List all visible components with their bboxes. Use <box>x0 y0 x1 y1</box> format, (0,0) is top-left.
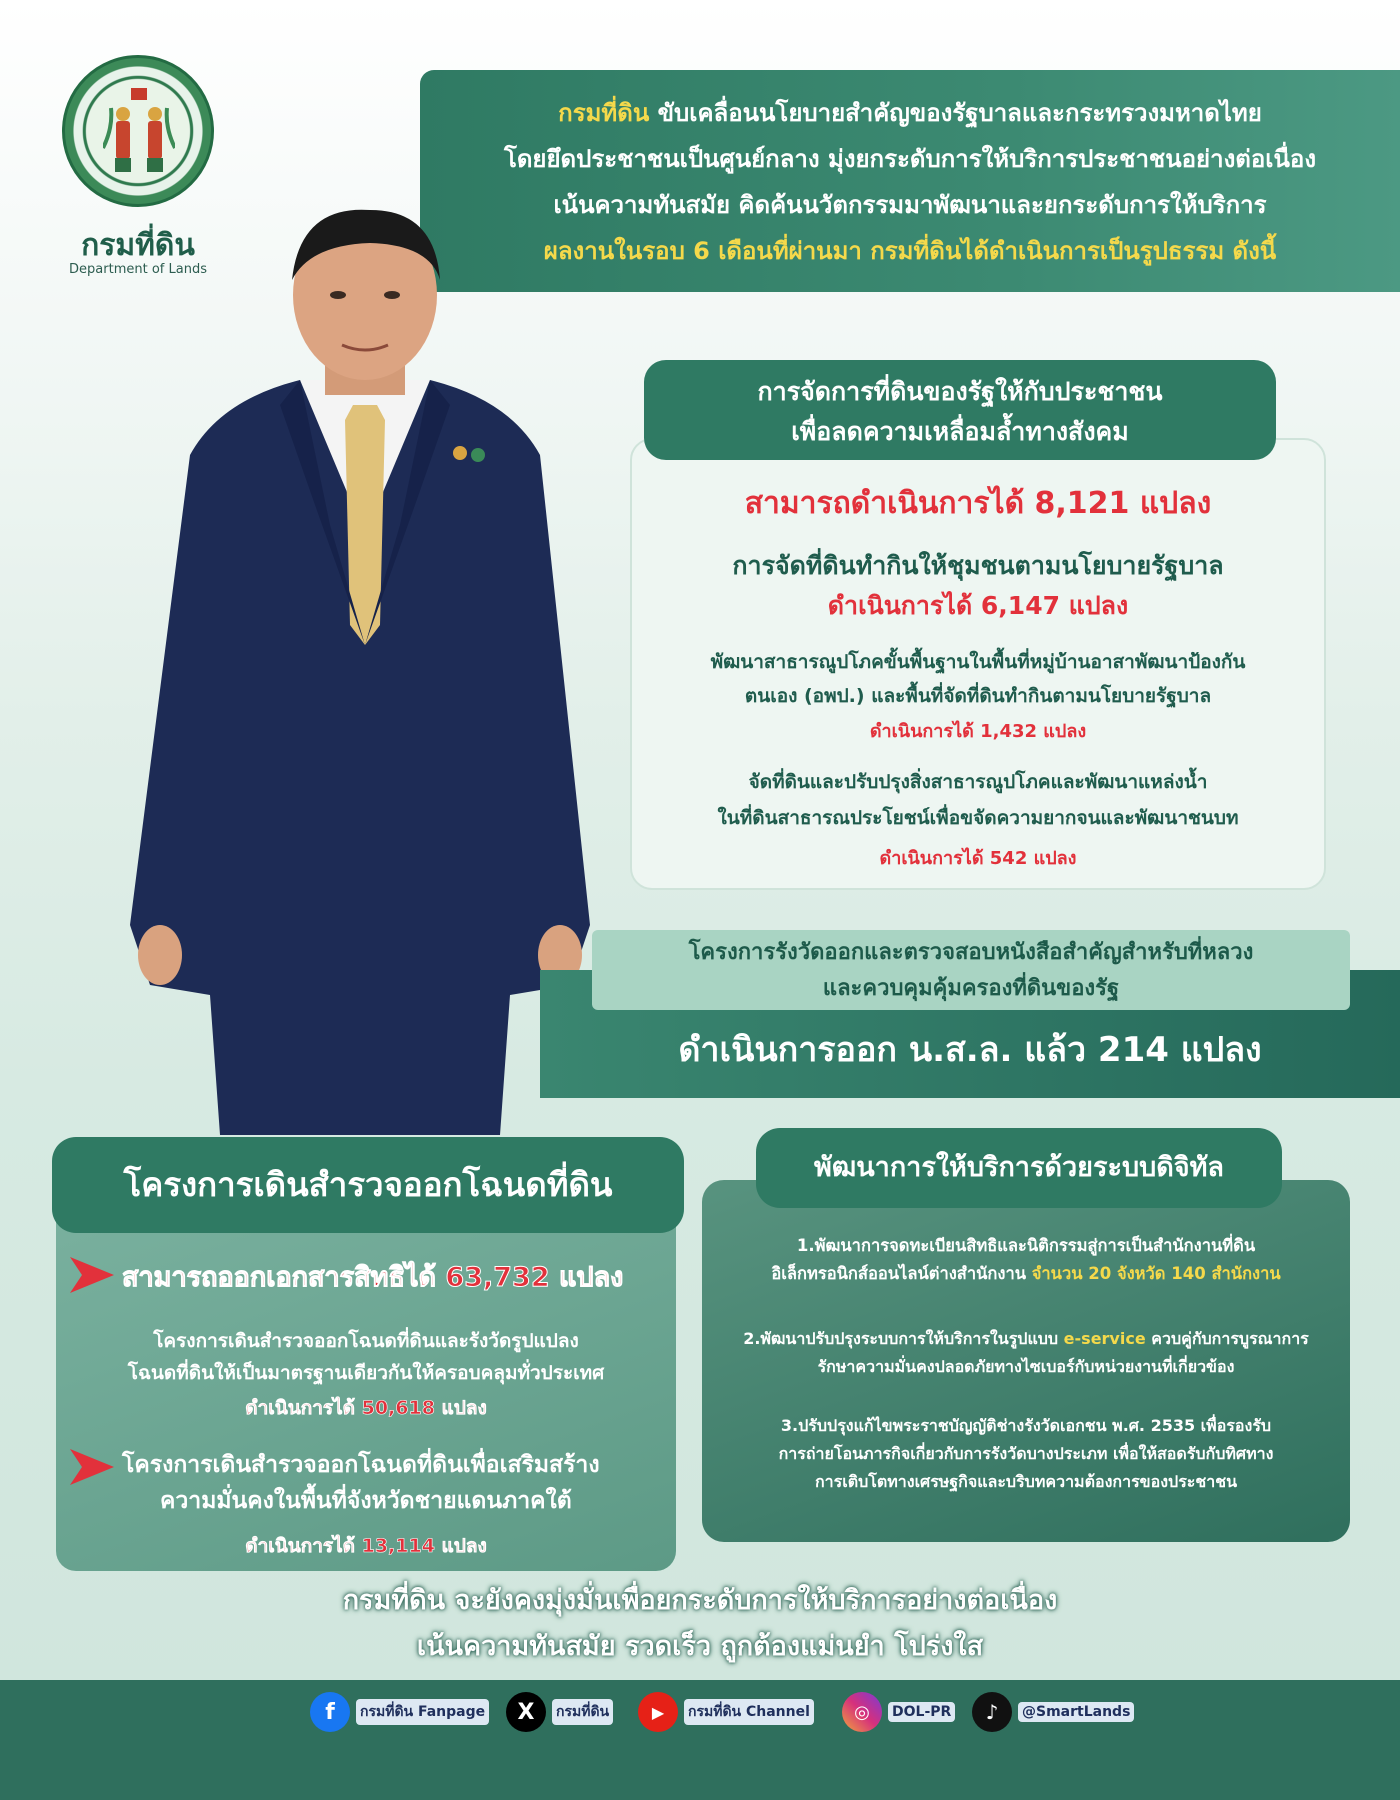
digital-section-title: พัฒนาการให้บริการด้วยระบบดิจิทัล <box>756 1128 1282 1208</box>
state-land-item-1-title: การจัดที่ดินทำกินให้ชุมชนตามนโยบายรัฐบาล <box>732 551 1224 580</box>
digital-item-2-line-1 <box>714 1325 1338 1353</box>
logo-name-thai: กรมที่ดิน <box>81 228 195 263</box>
social-instagram[interactable] <box>842 1690 955 1734</box>
intro-line-3: เน้นความทันสมัย คิดค้นนวัตกรรมมาพัฒนาและยกระดับการให้บริการ <box>553 191 1267 219</box>
intro-highlight: กรมที่ดิน <box>558 99 650 127</box>
state-land-item-3-value: ดำเนินการได้ 542 แปลง <box>879 848 1077 869</box>
intro-line-2: โดยยึดประชาชนเป็นศูนย์กลาง มุ่งยกระดับการให้บริการประชาชนอย่างต่อเนื่อง <box>503 145 1317 173</box>
digital-item-1-line-2-text: อิเล็กทรอนิกส์ออนไลน์ต่างสำนักงาน <box>771 1264 1026 1283</box>
tiktok-icon: ♪ <box>972 1692 1012 1732</box>
social-instagram-label: DOL-PR <box>888 1702 955 1722</box>
digital-item-3-line-2: การถ่ายโอนภารกิจเกี่ยวกับการรังวัดบางประเภท เพื่อให้สอดรับกับทิศทาง <box>778 1444 1274 1463</box>
deity-figures-icon <box>103 88 175 176</box>
public-land-project-label <box>592 930 1350 1010</box>
state-land-item-2-title <box>652 645 1304 713</box>
logo-name-english: Department of Lands <box>69 262 207 277</box>
social-facebook-label: กรมที่ดิน Fanpage <box>356 1699 489 1725</box>
survey-item-2-line-2: ความมั่นคงในพื้นที่จังหวัดชายแดนภาคใต้ <box>160 1488 572 1514</box>
intro-line-4: ผลงานในรอบ 6 เดือนที่ผ่านมา กรมที่ดินได้ดำเนินการเป็นรูปธรรม ดังนี้ <box>543 237 1277 265</box>
state-land-item-3-title <box>652 764 1304 836</box>
youtube-icon: ▶ <box>638 1692 678 1732</box>
state-land-title-line-2: เพื่อลดความเหลื่อมล้ำทางสังคม <box>791 417 1129 446</box>
digital-item-2-text-a: 2.พัฒนาปรับปรุงระบบการให้บริการในรูปแบบ <box>743 1329 1059 1348</box>
survey-headline: สามารถออกเอกสารสิทธิได้ 63,732 แปลง <box>122 1262 624 1293</box>
survey-section-box <box>56 1215 676 1571</box>
social-x[interactable] <box>506 1690 613 1734</box>
survey-section-title: โครงการเดินสำรวจออกโฉนดที่ดิน <box>52 1137 684 1233</box>
digital-item-2-text-c: ควบคู่กับการบูรณาการ <box>1151 1329 1309 1348</box>
public-land-label-line-2: และควบคุมคุ้มครองที่ดินของรัฐ <box>822 976 1120 1001</box>
social-facebook[interactable] <box>310 1690 489 1734</box>
digital-item-1-highlight: จำนวน 20 จังหวัด 140 สำนักงาน <box>1031 1264 1281 1283</box>
state-land-total: สามารถดำเนินการได้ 8,121 แปลง <box>744 486 1212 521</box>
digital-item-3-line-3: การเติบโตทางเศรษฐกิจและบริบทความต้องการของประชาชน <box>814 1472 1238 1491</box>
closing-statement <box>0 1578 1400 1670</box>
digital-item-2 <box>714 1325 1338 1381</box>
intro-line-1-text: ขับเคลื่อนนโยบายสำคัญของรัฐบาลและกระทรวงมหาดไทย <box>657 99 1262 127</box>
official-portrait <box>130 205 600 1135</box>
state-land-section-title <box>644 360 1276 460</box>
social-tiktok[interactable] <box>972 1690 1134 1734</box>
red-arrow-icon <box>70 1255 114 1295</box>
digital-item-1-line-1: 1.พัฒนาการจดทะเบียนสิทธิและนิติกรรมสู่การเป็นสำนักงานที่ดิน <box>796 1236 1256 1255</box>
social-x-label: กรมที่ดิน <box>552 1699 613 1725</box>
state-land-item-3-line-1: จัดที่ดินและปรับปรุงสิ่งสาธารณูปโภคและพัฒนาแหล่งน้ำ <box>748 771 1208 793</box>
intro-line-1 <box>440 90 1380 136</box>
survey-item-2-line-1: โครงการเดินสำรวจออกโฉนดที่ดินเพื่อเสริมสร้าง <box>122 1452 600 1478</box>
social-youtube[interactable] <box>638 1690 814 1734</box>
instagram-icon: ◎ <box>842 1692 882 1732</box>
social-tiktok-label: @SmartLands <box>1018 1702 1134 1722</box>
state-land-item-1-value: ดำเนินการได้ 6,147 แปลง <box>827 591 1129 620</box>
survey-item-1-value: ดำเนินการได้ 50,618 แปลง <box>245 1397 487 1419</box>
digital-item-3 <box>714 1412 1338 1496</box>
x-icon: X <box>506 1692 546 1732</box>
state-land-section-box <box>630 438 1326 890</box>
survey-item-1-title <box>66 1325 666 1389</box>
state-land-item-2-line-1: พัฒนาสาธารณูปโภคขั้นพื้นฐานในพื้นที่หมู่บ้านอาสาพัฒนาป้องกัน <box>710 651 1246 673</box>
state-land-item-2-line-2: ตนเอง (อพป.) และพื้นที่จัดที่ดินทำกินตามนโยบายรัฐบาล <box>744 685 1212 707</box>
digital-item-3-line-1: 3.ปรับปรุงแก้ไขพระราชบัญญัติช่างรังวัดเอกชน พ.ศ. 2535 เพื่อรองรับ <box>780 1416 1272 1435</box>
social-youtube-label: กรมที่ดิน Channel <box>684 1699 814 1725</box>
survey-item-1-line-2: โฉนดที่ดินให้เป็นมาตรฐานเดียวกันให้ครอบคลุมทั่วประเทศ <box>127 1362 605 1384</box>
department-seal-logo <box>62 55 214 207</box>
closing-line-1: กรมที่ดิน จะยังคงมุ่งมั่นเพื่อยกระดับการให้บริการอย่างต่อเนื่อง <box>342 1585 1058 1616</box>
digital-section-box <box>702 1180 1350 1542</box>
red-arrow-icon <box>70 1447 114 1487</box>
survey-item-2-value: ดำเนินการได้ 13,114 แปลง <box>245 1535 487 1557</box>
digital-item-2-line-2: รักษาความมั่นคงปลอดภัยทางไซเบอร์กับหน่วยงานที่เกี่ยวข้อง <box>817 1357 1235 1376</box>
public-land-label-line-1: โครงการรังวัดออกและตรวจสอบหนังสือสำคัญสำหรับที่หลวง <box>688 940 1254 965</box>
state-land-item-3-line-2: ในที่ดินสาธารณประโยชน์เพื่อขจัดความยากจนและพัฒนาชนบท <box>717 807 1239 829</box>
digital-item-2-highlight: e-service <box>1063 1329 1146 1348</box>
facebook-icon: f <box>310 1692 350 1732</box>
survey-item-1-line-1: โครงการเดินสำรวจออกโฉนดที่ดินและรังวัดรูปแปลง <box>153 1330 579 1352</box>
closing-line-2: เน้นความทันสมัย รวดเร็ว ถูกต้องแม่นยำ โปร่งใส <box>416 1631 984 1662</box>
survey-item-2-title <box>122 1447 666 1519</box>
digital-item-1-line-2 <box>714 1260 1338 1288</box>
state-land-item-2-value: ดำเนินการได้ 1,432 แปลง <box>869 721 1087 742</box>
state-land-title-line-1: การจัดการที่ดินของรัฐให้กับประชาชน <box>757 377 1163 406</box>
public-land-result: ดำเนินการออก น.ส.ล. แล้ว 214 แปลง <box>678 1030 1262 1070</box>
digital-item-1 <box>714 1232 1338 1288</box>
